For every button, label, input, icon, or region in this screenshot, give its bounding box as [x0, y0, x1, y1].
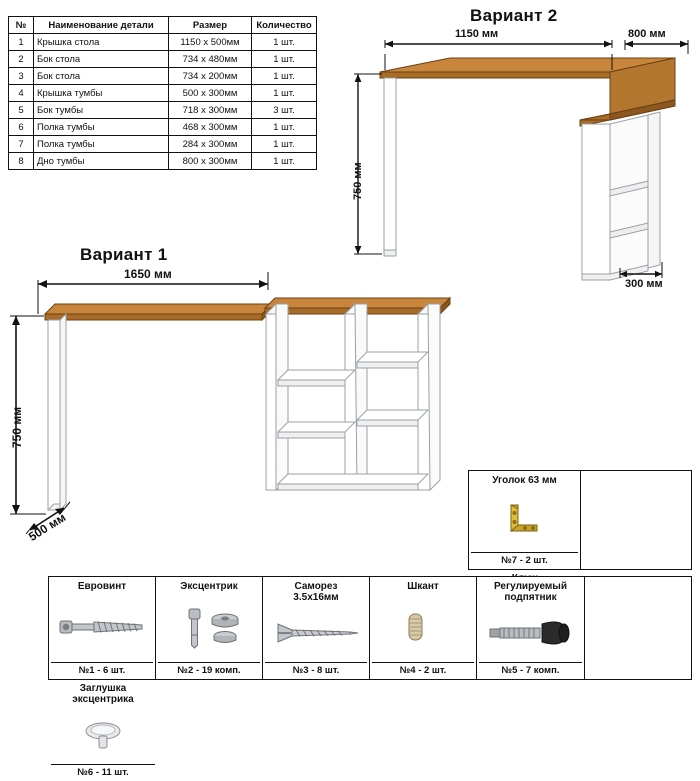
row-size: 800 x 300мм [169, 153, 252, 170]
dowel-icon [372, 592, 474, 662]
hardware-item-adjustable-foot [477, 577, 585, 679]
row-size: 734 x 480мм [169, 51, 252, 68]
row-quantity: 1 шт. [252, 51, 317, 68]
variant2-drawing [330, 28, 700, 290]
hardware-number: №7 - 2 шт. [471, 552, 578, 566]
header-number: № [9, 17, 34, 34]
row-quantity: 1 шт. [252, 119, 317, 136]
row-size: 718 x 300мм [169, 102, 252, 119]
row-size: 468 x 300мм [169, 119, 252, 136]
parts-table [8, 16, 317, 170]
row-part-name: Крышка стола [34, 34, 169, 51]
row-quantity: 3 шт. [252, 102, 317, 119]
table-row [9, 136, 317, 153]
row-quantity: 1 шт. [252, 153, 317, 170]
hardware-caption [494, 581, 567, 603]
hardware-number: №2 - 19 комп. [158, 662, 260, 676]
hardware-item-cam-lock [156, 577, 263, 679]
hardware-item-corner-bracket [469, 471, 581, 569]
header-size: Размер [169, 17, 252, 34]
variant2-geometry [330, 40, 700, 285]
row-number: 2 [9, 51, 34, 68]
variant1-drawing [0, 262, 470, 562]
variant1-title: Вариант 1 [80, 245, 168, 264]
row-number: 5 [9, 102, 34, 119]
table-row [9, 51, 317, 68]
variant2-title: Вариант 2 [470, 6, 558, 25]
hardware-caption-line1: Регулируемый [494, 581, 567, 592]
hardware-number: №4 - 2 шт. [372, 662, 474, 676]
hardware-caption-line1: Саморез [294, 581, 338, 592]
row-number: 7 [9, 136, 34, 153]
hardware-caption-line2: подпятник [504, 592, 557, 603]
corner-bracket-icon [471, 486, 578, 552]
hardware-legend-bottom [48, 576, 692, 778]
dim-variant2-width: 1150 мм [455, 28, 499, 40]
self-tapping-screw-icon [265, 603, 367, 662]
cam-cover-cap-icon [51, 705, 155, 764]
hardware-caption-line2: 3.5x16мм [293, 592, 339, 603]
header-quantity: Количество [252, 17, 317, 34]
hardware-caption-line1: Заглушка [79, 683, 127, 694]
row-part-name: Дно тумбы [34, 153, 169, 170]
hardware-number: №1 - 6 шт. [51, 662, 153, 676]
row-number: 6 [9, 119, 34, 136]
row-quantity: 1 шт. [252, 85, 317, 102]
hardware-caption: Уголок 63 мм [492, 475, 557, 486]
hardware-item-dowel [370, 577, 477, 679]
row-number: 1 [9, 34, 34, 51]
row-number: 8 [9, 153, 34, 170]
table-row [9, 85, 317, 102]
hardware-caption [293, 581, 338, 603]
row-size: 734 x 200мм [169, 68, 252, 85]
hardware-number: №5 - 7 комп. [479, 662, 582, 676]
hardware-caption: Евровинт [77, 581, 127, 592]
table-row [9, 102, 317, 119]
table-row [9, 119, 317, 136]
table-row [9, 153, 317, 170]
row-part-name: Крышка тумбы [34, 85, 169, 102]
row-quantity: 1 шт. [252, 68, 317, 85]
row-part-name: Полка тумбы [34, 136, 169, 153]
cam-lock-icon [158, 592, 260, 662]
table-row [9, 34, 317, 51]
row-quantity: 1 шт. [252, 136, 317, 153]
row-part-name: Бок стола [34, 51, 169, 68]
table-row [9, 68, 317, 85]
table-header-row [9, 17, 317, 34]
dim-variant2-depth-bottom: 300 мм [625, 278, 663, 290]
dim-variant1-depth: 500 мм [26, 510, 69, 544]
hardware-caption-line2: эксцентрика [72, 694, 134, 705]
row-part-name: Бок стола [34, 68, 169, 85]
hardware-legend-top [468, 470, 692, 570]
row-size: 1150 x 500мм [169, 34, 252, 51]
dim-variant2-depth-top: 800 мм [628, 28, 666, 40]
confirmat-screw-icon [51, 592, 153, 662]
hardware-number: №6 - 11 шт. [51, 764, 155, 778]
hardware-caption [72, 683, 133, 705]
hardware-caption: Шкант [407, 581, 439, 592]
row-number: 4 [9, 85, 34, 102]
hardware-item-confirmat-screw [49, 577, 156, 679]
hardware-number: №3 - 8 шт. [265, 662, 367, 676]
row-size: 500 x 300мм [169, 85, 252, 102]
hardware-item-self-tapping-screw [263, 577, 370, 679]
row-size: 284 x 300мм [169, 136, 252, 153]
dim-variant1-height: 750 мм [10, 406, 24, 448]
row-part-name: Бок тумбы [34, 102, 169, 119]
dim-variant2-height: 750 мм [352, 162, 364, 200]
row-part-name: Полка тумбы [34, 119, 169, 136]
variant1-geometry [0, 262, 470, 562]
row-quantity: 1 шт. [252, 34, 317, 51]
dim-variant1-width: 1650 мм [124, 267, 172, 281]
header-part-name: Наименование детали [34, 17, 169, 34]
adjustable-foot-icon [479, 603, 582, 662]
hardware-item-cam-cover-cap [49, 679, 157, 781]
row-number: 3 [9, 68, 34, 85]
hardware-caption: Эксцентрик [180, 581, 238, 592]
